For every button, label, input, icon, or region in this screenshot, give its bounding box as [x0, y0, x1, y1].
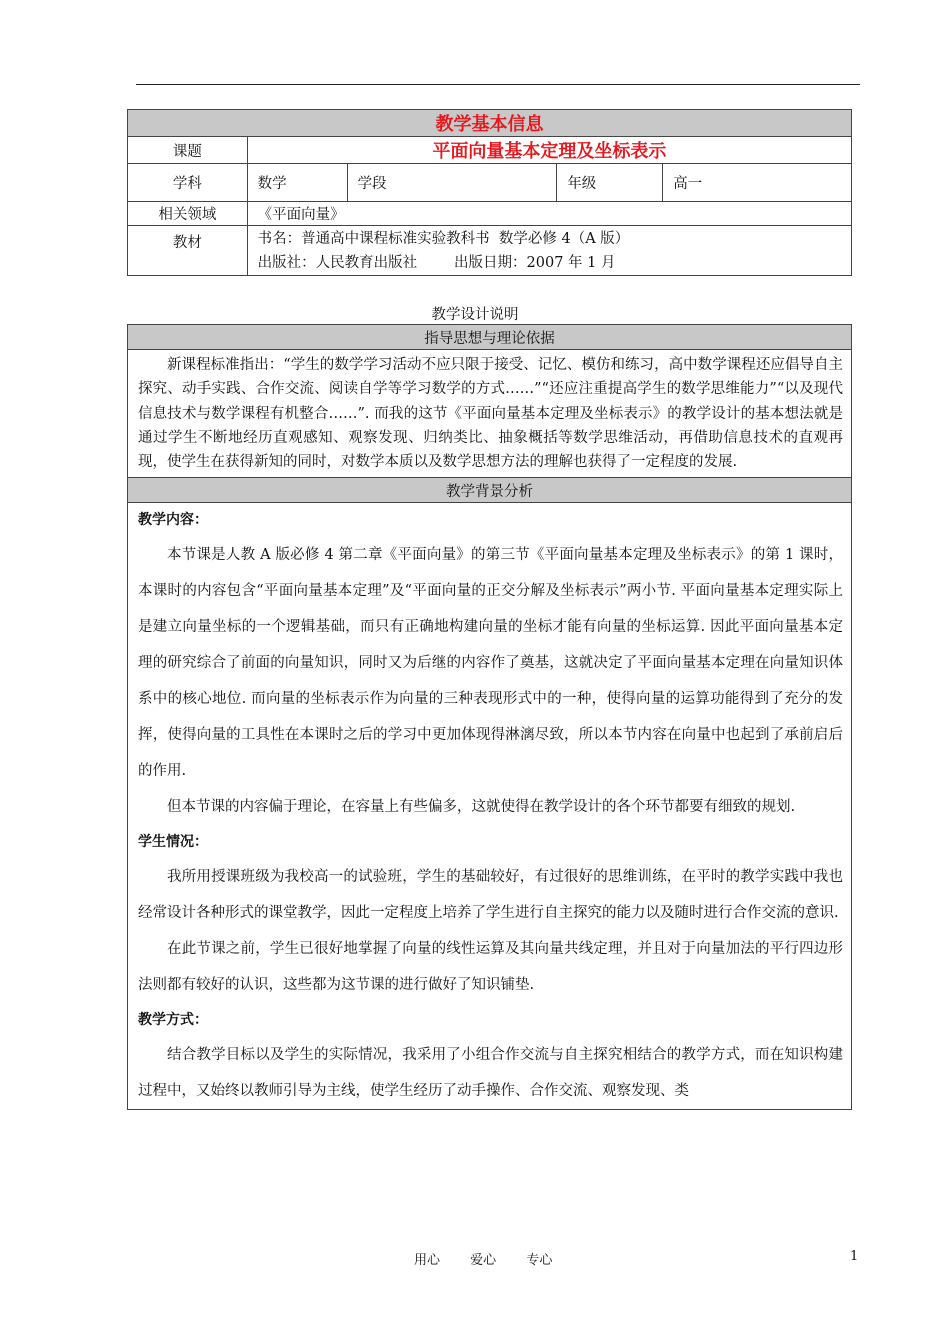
page-number: 1 [850, 1249, 859, 1264]
field-label: 相关领域 [128, 202, 248, 226]
subject-value: 数学 [247, 164, 347, 202]
topic-value: 平面向量基本定理及坐标表示 [247, 137, 851, 164]
grade-label: 年级 [557, 164, 663, 202]
section1-paragraph: 新课程标准指出：“学生的数学学习活动不应只限于接受、记忆、模仿和练习，高中数学课程还应倡导自主探究、动手实践、合作交流、阅读自学等学习数学的方式……”“还应注重提高学生的数学思维能力”“以及现代信息技术与数学课程有机整合……”. 而我的这节《平面向量基本定理及坐标表示》的教学设计的基本想法就是通过学生不断地经历直观感知、观察发现、归纳类比、抽象概括等数学思维活动，再借助信息技术的直观再现，使学生在获得新知的同时，对数学本质以及数学思想方法的理解也获得了一定程度的发展. [138, 357, 843, 471]
content-paragraph-1: 本节课是人教 A 版必修 4 第二章《平面向量》的第三节《平面向量基本定理及坐标表示》的第 1 课时，本课时的内容包含“平面向量基本定理”及“平面向量的正交分解及坐标表示”两小节. 平面向量基本定理实际上是建立向量坐标的一个逻辑基础，而只有正确地构建向量的坐标才能有向量的坐标运算. 因此平面向量基本定理的研究综合了前面的向量知识，同时又为后继的内容作了奠基，这就决定了平面向量基本定理在向量知识体系中的核心地位. 而向量的坐标表示作为向量的三种表现形式中的一种，使得向量的运算功能得到了充分的发挥，使得向量的工具性在本课时之后的学习中更加体现得淋漓尽致，所以本节内容在向量中也起到了承前启后的作用. [138, 547, 843, 780]
footer-motto-2: 爱心 [470, 1253, 497, 1268]
textbook-line2: 出版社：人民教育出版社 出版日期：2007 年 1 月 [257, 254, 616, 271]
section1-body [128, 350, 852, 478]
footer-motto-3: 专心 [526, 1253, 553, 1268]
footer-motto-1: 用心 [414, 1253, 441, 1268]
content-paragraph-2: 但本节课的内容偏于理论，在容量上有些偏多，这就使得在教学设计的各个环节都要有细致的规划. [167, 799, 796, 816]
info-table-header: 教学基本信息 [128, 110, 852, 137]
design-title: 教学设计说明 [431, 307, 519, 323]
subject-label: 学科 [128, 164, 248, 202]
textbook-label: 教材 [128, 226, 248, 276]
students-paragraph-2: 在此节课之前，学生已很好地掌握了向量的线性运算及其向量共线定理，并且对于向量加法的平行四边形法则都有较好的认识，这些都为这节课的进行做好了知识铺垫. [138, 941, 843, 994]
period-label: 学段 [347, 164, 557, 202]
content-heading: 教学内容： [138, 512, 208, 529]
design-table [127, 324, 852, 1110]
students-heading: 学生情况： [138, 834, 208, 851]
grade-value: 高一 [663, 164, 852, 202]
method-paragraph-1: 结合教学目标以及学生的实际情况，我采用了小组合作交流与自主探究相结合的教学方式，而在知识构建过程中，又始终以教师引导为主线，使学生经历了动手操作、合作交流、观察发现、类 [138, 1047, 843, 1100]
basic-info-table [127, 109, 852, 276]
section2-header: 教学背景分析 [128, 478, 852, 503]
textbook-line1: 书名：普通高中课程标准实验教科书 数学必修 4（A 版） [257, 230, 630, 247]
header-rule [136, 84, 860, 85]
field-value: 《平面向量》 [247, 202, 851, 226]
method-heading: 教学方式： [138, 1012, 208, 1029]
section2-body [128, 503, 852, 1110]
students-paragraph-1: 我所用授课班级为我校高一的试验班，学生的基础较好，有过很好的思维训练，在平时的教学实践中我也经常设计各种形式的课堂教学，因此一定程度上培养了学生进行自主探究的能力以及随时进行合作交流的意识. [138, 869, 843, 922]
section1-header: 指导思想与理论依据 [128, 325, 852, 350]
textbook-value [247, 226, 851, 276]
footer-motto [414, 1249, 578, 1268]
topic-label: 课题 [128, 137, 248, 164]
